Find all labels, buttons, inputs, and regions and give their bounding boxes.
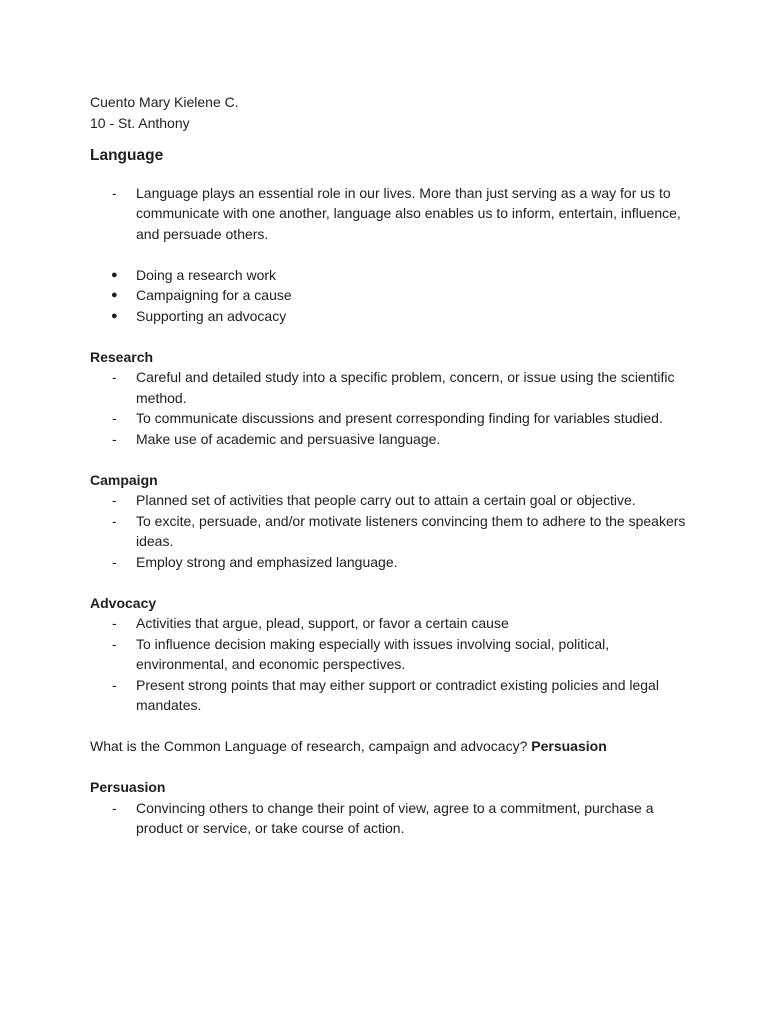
list-item: - Activities that argue, plead, support, or favor a certain cause [90, 613, 690, 634]
list-item: - Planned set of activities that people carry out to attain a certain goal or objective. [90, 490, 690, 511]
list-item: - To excite, persuade, and/or motivate listeners convincing them to adhere to the speakers ideas. [90, 511, 690, 552]
list-item: - Careful and detailed study into a specific problem, concern, or issue using the scientific method. [90, 367, 690, 408]
heading-campaign: Campaign [90, 471, 158, 488]
research-list [90, 367, 690, 449]
heading-advocacy: Advocacy [90, 594, 157, 611]
list-item: - Language plays an essential role in our lives. More than just serving as a way for us to communicate with one another, language also enables us to inform, entertain, influence, and persuade others. [90, 183, 690, 245]
student-name: Cuento Mary Kielene C. [90, 94, 239, 110]
language-dash-list [90, 183, 690, 245]
language-bullet-list [90, 265, 690, 327]
list-item: - Make use of academic and persuasive language. [90, 429, 690, 450]
list-item: - To influence decision making especially with issues involving social, political, environmental, and economic perspectives. [90, 634, 690, 675]
list-item: ● Campaigning for a cause [90, 285, 690, 306]
list-item: - Present strong points that may either support or contradict existing policies and legal mandates. [90, 675, 690, 716]
list-item: ● Supporting an advocacy [90, 306, 690, 327]
heading-persuasion: Persuasion [90, 779, 166, 795]
heading-language: Language [90, 147, 164, 164]
list-item: - To communicate discussions and present corresponding finding for variables studied. [90, 408, 690, 429]
document-page [90, 92, 690, 839]
question-text: What is the Common Language of research, campaign and advocacy? [90, 738, 528, 754]
student-section: 10 - St. Anthony [90, 114, 190, 131]
list-item: - Employ strong and emphasized language. [90, 552, 690, 573]
advocacy-list [90, 613, 690, 716]
list-item: ● Doing a research work [90, 265, 690, 286]
campaign-list [90, 490, 690, 572]
list-item: - Convincing others to change their point of view, agree to a commitment, purchase a product or service, or take course of action. [90, 798, 690, 839]
question-line [90, 736, 690, 757]
question-answer: Persuasion [531, 738, 607, 754]
heading-research: Research [90, 348, 154, 365]
persuasion-list [90, 798, 690, 839]
